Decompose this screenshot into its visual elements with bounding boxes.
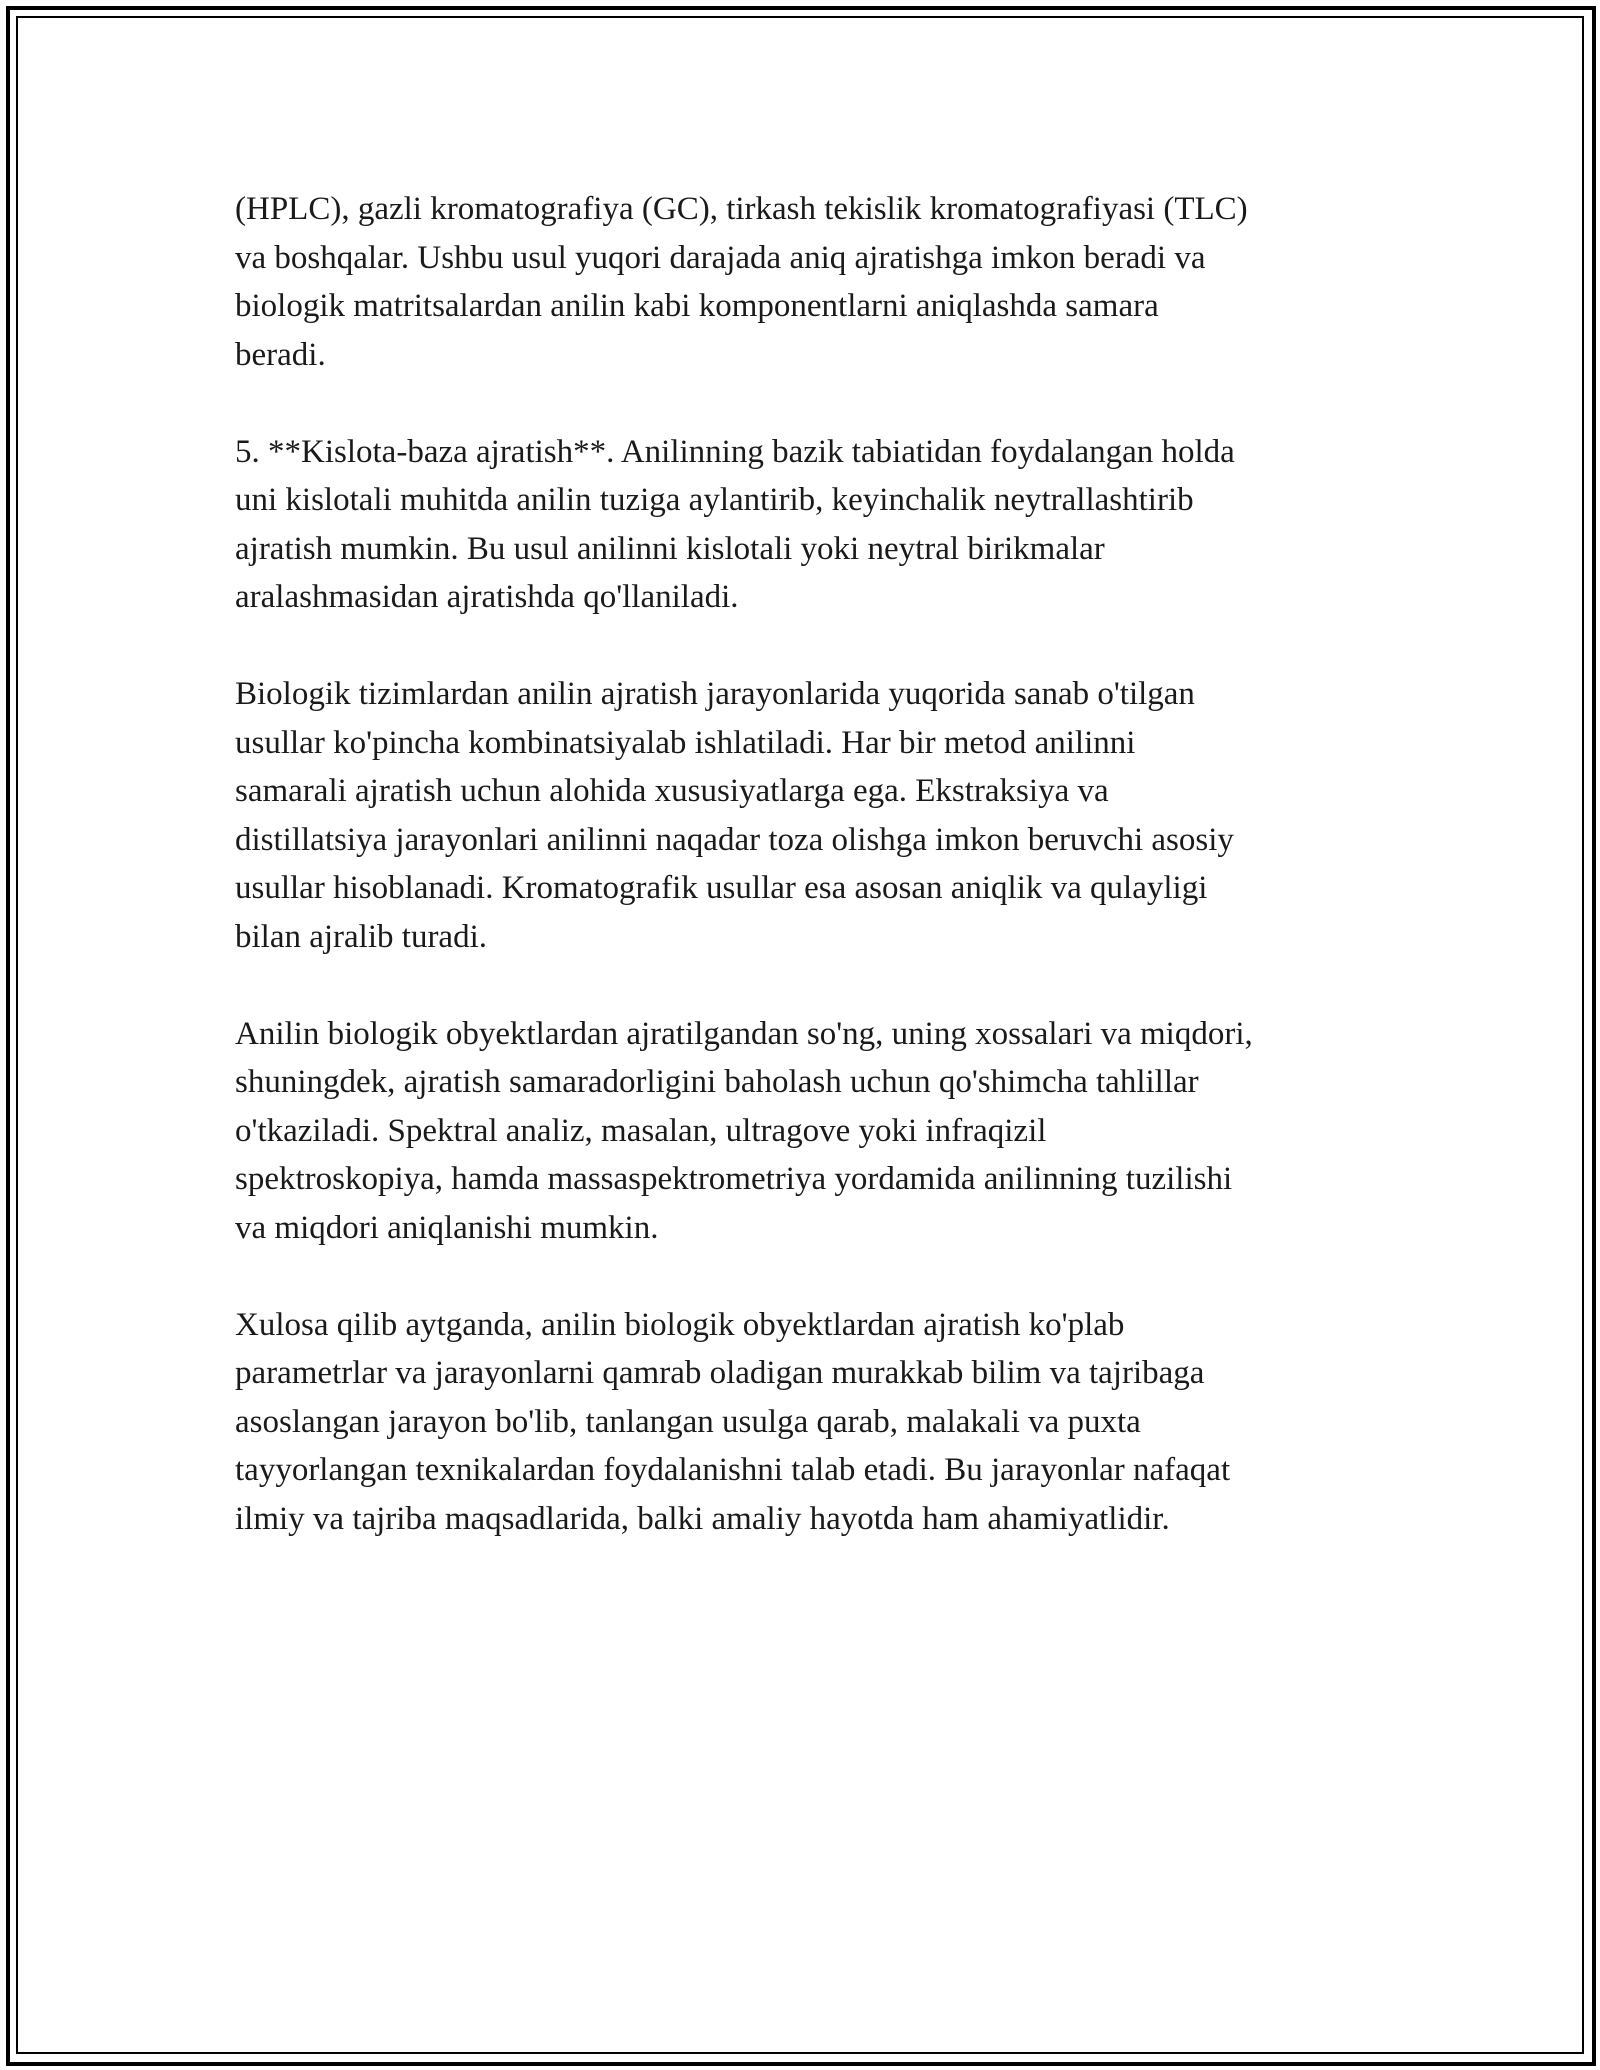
text-line: va miqdori aniqlanishi mumkin.: [235, 1209, 659, 1246]
text-line: samarali ajratish uchun alohida xususiyatlarga ega. Ekstraksiya va: [235, 773, 1109, 809]
text-line: bilan ajralib turadi.: [235, 918, 487, 955]
text-line: Anilin biologik obyektlardan ajratilgandan so'ng, uning xossalari va miqdori,: [235, 1015, 1253, 1052]
text-line: Xulosa qilib aytganda, anilin biologik obyektlardan ajratish ko'plab: [235, 1306, 1125, 1343]
text-line: tayyorlangan texnikalardan foydalanishni talab etadi. Bu jarayonlar nafaqat: [235, 1452, 1231, 1488]
paragraph-combined-methods: [235, 670, 1385, 961]
text-line: parametrlar va jarayonlarni qamrab oladigan murakkab bilim va tajribaga: [235, 1355, 1205, 1391]
text-line: Biologik tizimlardan anilin ajratish jarayonlarida yuqorida sanab o'tilgan: [235, 676, 1195, 712]
text-line: biologik matritsalardan anilin kabi komponentlarni aniqlashda samara: [235, 288, 1159, 324]
text-line: asoslangan jarayon bo'lib, tanlangan usulga qarab, malakali va puxta: [235, 1403, 1141, 1440]
text-line: va boshqalar. Ushbu usul yuqori darajada aniq ajratishga imkon beradi va: [235, 239, 1206, 276]
text-line: o'tkaziladi. Spektral analiz, masalan, ultragove yoki infraqizil: [235, 1112, 1047, 1149]
paragraph-conclusion: [235, 1301, 1385, 1544]
text-line: aralashmasidan ajratishda qo'llaniladi.: [235, 579, 739, 615]
paragraph-hplc-continuation: [235, 185, 1385, 379]
text-line: usullar hisoblanadi. Kromatografik usullar esa asosan aniqlik va qulayligi: [235, 870, 1208, 906]
text-line: usullar ko'pincha kombinatsiyalab ishlatiladi. Har bir metod anilinni: [235, 724, 1136, 761]
text-line: spektroskopiya, hamda massaspektrometriya yordamida anilinning tuzilishi: [235, 1161, 1233, 1197]
paragraph-acid-base-separation: [235, 428, 1385, 622]
text-line: (HPLC), gazli kromatografiya (GC), tirkash tekislik kromatografiyasi (TLC): [235, 191, 1248, 227]
text-line: ilmiy va tajriba maqsadlarida, balki amaliy hayotda ham ahamiyatlidir.: [235, 1500, 1170, 1537]
text-line: shuningdek, ajratish samaradorligini baholash uchun qo'shimcha tahlillar: [235, 1064, 1199, 1100]
text-line: ajratish mumkin. Bu usul anilinni kislotali yoki neytral birikmalar: [235, 530, 1105, 567]
text-line: 5. **Kislota-baza ajratish**. Anilinning bazik tabiatidan foydalangan holda: [235, 433, 1235, 470]
text-line: distillatsiya jarayonlari anilinni naqadar toza olishga imkon beruvchi asosiy: [235, 821, 1234, 858]
document-body: [235, 185, 1385, 1592]
paragraph-analysis: [235, 1010, 1385, 1253]
text-line: uni kislotali muhitda anilin tuziga aylantirib, keyinchalik neytrallashtirib: [235, 482, 1194, 518]
text-line: beradi.: [235, 336, 326, 373]
